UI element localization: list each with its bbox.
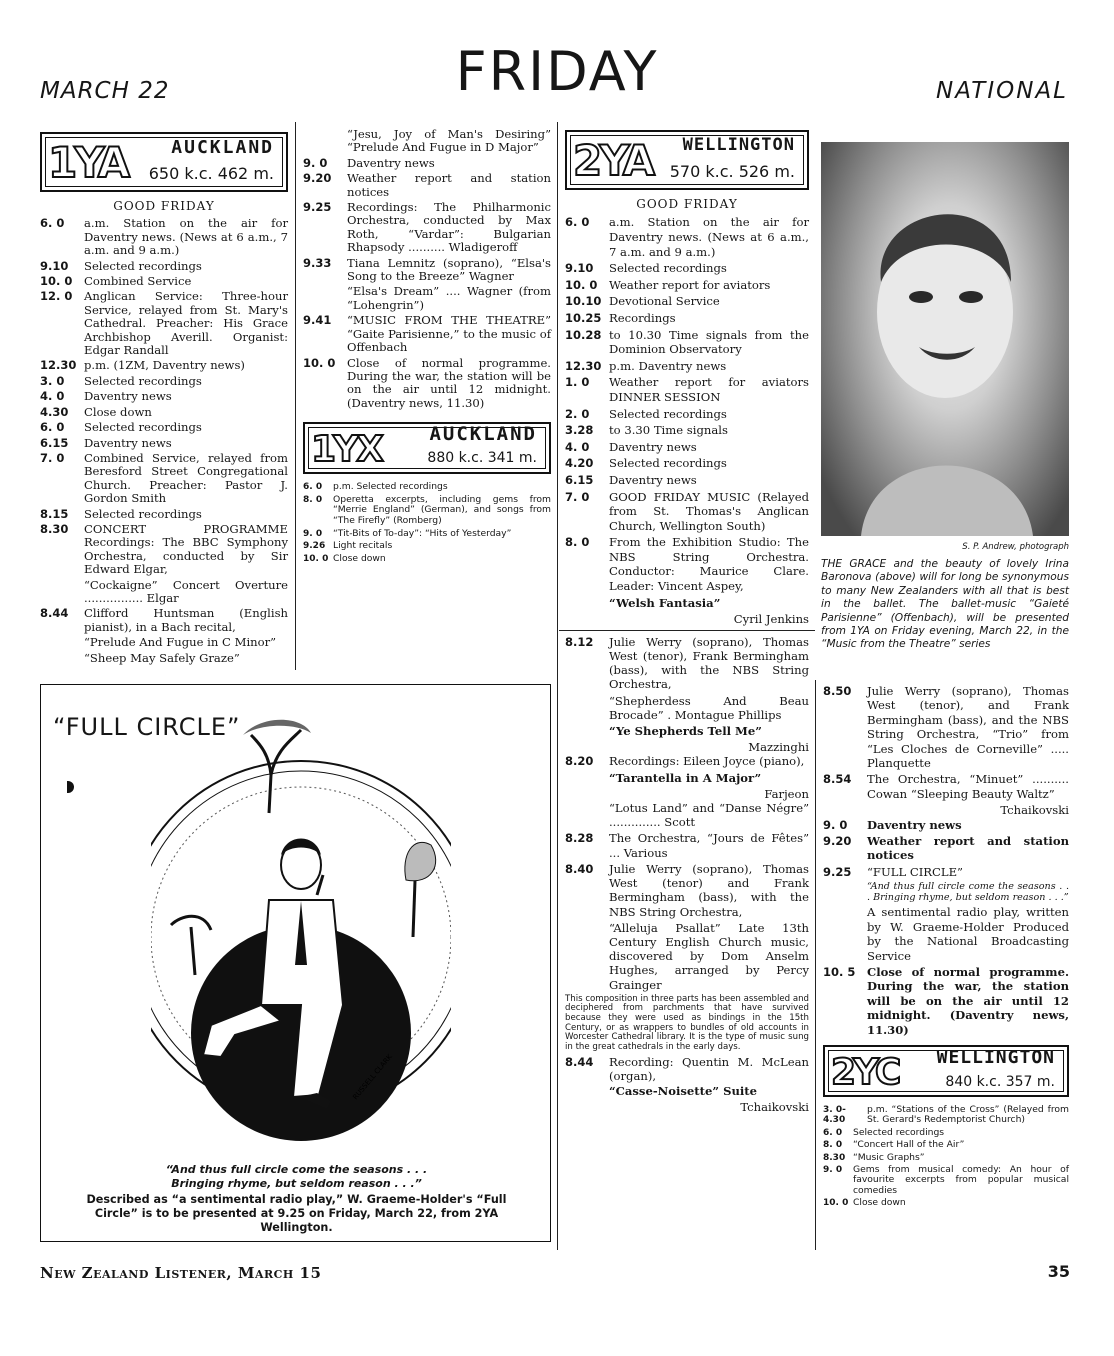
network-label: NATIONAL [936,78,1068,104]
photo-credit: S. P. Andrew, photograph [962,542,1069,552]
program-text: Julie Werry (soprano), Thomas West (tenor) and Frank Bermingham (bass), with the NBS String Orchestra, [609,861,809,919]
program-text: “Tit-Bits of To-day”: “Hits of Yesterday” [333,527,512,539]
program-time: 10. 0 [303,355,336,370]
program-text: Gems from musical comedy: An hour of favourite excerpts from popular musical comedies [853,1163,1069,1196]
program-time: 6. 0 [40,420,65,435]
program-item [303,172,551,199]
publication-footer: New Zealand Listener, March 15 [40,1264,322,1282]
program-quote: “And thus full circle come the seasons . . . Bringing rhyme, but seldom reason . . .” [867,881,1069,904]
program-item [40,523,288,577]
column-rule [557,122,558,1250]
program-piece: “Welsh Fantasia” [609,595,721,610]
program-time: 6.15 [565,472,594,487]
program-item [303,495,551,527]
program-time: 7. 0 [565,489,590,504]
program-text: “Alleluja Psallat” Late 13th Century English Church music, discovered by Dom Anselm Hughes, arranged by Percy Grainger [609,920,809,992]
program-text: Selected recordings [84,373,202,388]
program-item [823,834,1069,863]
program-text: Light recitals [333,540,393,552]
station-2ya-continued [823,684,1069,1211]
program-item [40,217,288,257]
program-time: 8.44 [40,606,69,621]
program-item [823,965,1069,1037]
program-text: Weather report for aviators DINNER SESSION [609,375,809,404]
program-text: Daventry news [347,155,435,170]
program-text: Selected recordings [853,1126,945,1138]
program-time: 3. 0 [40,373,65,388]
program-time: 9. 0 [303,155,328,170]
composer: Tchaikovski [740,1099,809,1114]
program-text: Julie Werry (soprano), Thomas West (tenor), Frank Bermingham (bass), with the NBS String Orchestra, [609,634,809,692]
session-heading: GOOD FRIDAY [636,197,738,211]
program-item [823,865,1069,879]
composer: Mazzinghi [748,740,809,755]
program-item [40,359,288,372]
program-text: A sentimental radio play, written by W. Graeme-Holder Produced by the National Broadcasting Service [867,905,1069,963]
program-text: Combined Service [84,274,192,289]
program-item [565,535,809,593]
program-time: 9.33 [303,255,332,270]
program-item [40,275,288,288]
program-text: Recording: Quentin M. McLean (organ), [609,1055,809,1083]
program-time: 6. 0 [823,1127,843,1138]
program-text: Close down [84,404,152,419]
program-item [565,311,809,326]
program-item [303,482,551,493]
program-time: 3.28 [565,423,594,438]
station-frequency: 650 k.c. 462 m. [148,164,274,183]
program-text: p.m. Selected recordings [333,481,448,493]
program-item [303,201,551,255]
program-time: 10. 5 [823,964,856,979]
program-text: Recordings: Eileen Joyce (piano), [609,754,805,769]
full-circle-illustration-box [40,684,551,1242]
program-item [565,862,809,919]
program-text: Selected recordings [609,406,727,421]
program-item [40,390,288,403]
program-item [565,635,809,692]
program-time: 10.25 [565,310,602,325]
page-day-title: FRIDAY [455,40,659,103]
program-time: 8.30 [40,521,69,536]
station-header-2yc [823,1045,1069,1097]
program-item [565,215,809,259]
program-item [565,473,809,488]
program-item [565,694,809,722]
program-time: 8.30 [823,1152,846,1163]
program-item [303,541,551,552]
program-item [40,375,288,388]
program-time: 10. 0 [40,274,73,289]
program-time: 8. 0 [823,1140,843,1151]
program-text: “Tarantella in A Major” [609,770,762,785]
program-text: p.m. (1ZM, Daventry news) [84,358,245,373]
program-time [565,921,609,992]
station-logo: 2YA [573,136,653,185]
program-time: 10. 0 [565,277,598,292]
program-time [565,771,609,785]
program-time: 6. 0 [40,216,65,231]
photograph-irina-baronova [821,142,1069,536]
program-time: 10.28 [565,327,602,342]
program-time: 10. 0 [303,553,329,564]
program-text: Clifford Huntsman (English pianist), in a Bach recital, [84,606,288,634]
program-text: Daventry news [84,435,172,450]
program-piece: “Prelude And Fugue in C Minor” [84,635,277,650]
program-item [823,772,1069,801]
program-time: 4. 0 [40,389,65,404]
program-item [565,456,809,471]
program-item [40,508,288,521]
program-time: 9.25 [303,200,332,215]
program-text: Julie Werry (soprano), Thomas West (tenor), and Frank Bermingham (bass), and the NBS String Orchestra, “Trio” from “Les Cloches de Corneville” ..... Planquette [867,684,1069,771]
program-time: 9.10 [565,261,594,276]
program-text: Weather report for aviators [609,277,771,292]
station-header-2ya [565,130,809,190]
program-piece: “Sheep May Safely Graze” [84,650,240,665]
composer: Farjeon [764,786,809,801]
program-time [565,694,609,722]
program-text: a.m. Station on the air for Daventry news. (News at 6 a.m., 7 a.m. and 9 a.m.) [609,215,809,259]
program-text: to 3.30 Time signals [609,423,728,438]
program-time: 4. 0 [565,439,590,454]
program-text: p.m. “Stations of the Cross” (Relayed from St. Gerard's Redemptorist Church) [867,1103,1069,1126]
program-text: Close of normal programme. During the war, the station will be on the air until 12 midnight. (Daventry news, 11.30) [347,355,551,410]
program-item [565,407,809,422]
program-time: 6. 0 [303,482,323,493]
program-time: 7. 0 [40,450,65,465]
program-item [565,490,809,534]
station-1ya-continued [303,128,551,566]
station-city: AUCKLAND [429,423,537,446]
program-time: 9. 0 [823,817,848,832]
program-text: “Elsa's Dream” .... Wagner (from “Lohengrin”) [347,284,551,312]
artist-signature: RUSSELL CLARK [351,1052,394,1102]
program-time: 3. 0-4.30 [823,1104,846,1126]
page-date: MARCH 22 [40,78,170,104]
program-time: 8.15 [40,506,69,521]
program-time: 6. 0 [565,215,590,230]
program-item [565,754,809,768]
program-text: Selected recordings [609,261,727,276]
program-time: 8.40 [565,861,594,876]
station-frequency: 840 k.c. 357 m. [945,1073,1055,1090]
station-city: AUCKLAND [171,137,274,158]
program-item [303,529,551,540]
program-item [565,801,809,829]
program-time: 8.44 [565,1055,594,1070]
program-item [565,261,809,276]
program-item [40,290,288,357]
program-time: 9.26 [303,541,326,552]
program-text: “Shepherdess And Beau Brocade” . Montague Phillips [609,693,809,722]
station-header-1yx [303,422,551,474]
program-item [565,278,809,293]
program-item [823,1198,1069,1208]
program-item [565,423,809,438]
program-text: Close down [853,1197,906,1209]
program-time [303,285,347,312]
program-time: 9.20 [303,171,332,186]
program-text: The Orchestra, “Jours de Fêtes” ... Various [609,831,809,860]
program-item [823,684,1069,770]
program-item [823,1165,1069,1196]
program-text: Anglican Service: Three-hour Service, relayed from St. Mary's Cathedral. Preacher: His Grace Archbishop Averill. Organist: Edgar Randall [84,289,288,358]
program-item [40,452,288,506]
program-item [565,294,809,309]
program-time: 9.20 [823,834,852,849]
program-time: 8.12 [565,634,594,649]
station-city: WELLINGTON [682,135,795,155]
program-time: 8. 0 [303,494,323,505]
program-time: 8.50 [823,684,852,698]
column-rule [295,122,296,670]
program-item [303,285,551,312]
program-text: Recordings: The Philharmonic Orchestra, conducted by Max Roth, “Vardar”: Bulgarian Rhapsody .......... Wladigeroff [347,200,551,255]
program-time: 10.10 [565,294,602,309]
program-piece: “Jesu, Joy of Man's Desiring” “Prelude And Fugue in D Major” [347,127,551,155]
column-rule [815,680,816,1250]
program-time: 1. 0 [565,375,590,390]
program-text: From the Exhibition Studio: The NBS String Orchestra. Conductor: Maurice Clare. Leader: Vincent Aspey, [609,535,809,594]
program-text: Daventry news [84,389,172,404]
station-frequency: 570 k.c. 526 m. [669,162,795,181]
program-item [40,260,288,273]
program-item [303,314,551,354]
program-text: Combined Service, relayed from Beresford Street Congregational Church. Preacher: Pastor J. Gordon Smith [84,450,288,506]
program-time: 12. 0 [40,289,73,304]
page-number: 35 [1047,1262,1070,1281]
program-text: “Ye Shepherds Tell Me” [609,724,762,739]
program-time: 9.10 [40,258,69,273]
full-circle-illustration [151,705,451,1160]
program-time: 8. 0 [565,535,590,550]
program-time: 9.41 [303,313,332,328]
program-text: CONCERT PROGRAMME Recordings: The BBC Symphony Orchestra, conducted by Sir Edward Elgar, [84,521,288,577]
illustration-title: “FULL CIRCLE” [53,713,241,741]
program-text: Daventry news [609,472,697,487]
composer: Tchaikovski [1000,803,1069,818]
program-item [565,771,809,785]
program-text: Selected recordings [609,456,727,471]
program-time: 9. 0 [303,528,323,539]
program-text: “Lotus Land” and “Danse Négre” .............. Scott [609,801,809,830]
program-item [565,375,809,404]
program-item [303,157,551,170]
program-item [40,406,288,419]
program-time: 6.15 [40,435,69,450]
program-time: 8.54 [823,772,852,787]
program-text: Recordings [609,310,676,325]
program-item [565,724,809,738]
station-2ya [565,130,809,1114]
program-text: Weather report and station notices [867,834,1069,863]
program-time: 10. 0 [823,1198,849,1209]
program-text: Close down [333,552,386,564]
photo-caption: THE GRACE and the beauty of lovely Irina Baronova (above) will for long be synonymous to many New Zealanders with all that is best in the ballet. The ballet-music “Gaieté Parisienne” (Offenbach), will be presented from 1YA on Friday evening, March 22, in the “Music from the Theatre” series [821,558,1069,651]
program-item [40,421,288,434]
illustration-quote-line: Bringing rhyme, but seldom reason . . .” [171,1177,422,1190]
program-text: Devotional Service [609,294,720,309]
session-heading: GOOD FRIDAY [113,199,215,213]
station-frequency: 880 k.c. 341 m. [427,450,537,467]
station-city: WELLINGTON [936,1046,1055,1068]
station-logo: 2YC [831,1051,899,1093]
program-item [40,607,288,634]
program-text: Selected recordings [84,420,202,435]
program-text: Operetta excerpts, including gems from “Merrie England” (German), and songs from “The Firefly” (Romberg) [333,493,551,526]
program-text: a.m. Station on the air for Daventry news. (News at 6 a.m., 7 a.m. and 9 a.m.) [84,216,288,258]
station-logo: 1YA [48,138,128,187]
program-text: p.m. Daventry news [609,358,727,373]
program-time: 8.28 [565,831,594,846]
program-item [565,440,809,455]
program-item [823,1140,1069,1150]
illustration-quote-line: “And thus full circle come the seasons . . . [165,1163,428,1176]
program-item [565,1056,809,1083]
program-item [303,554,551,565]
program-time [565,801,609,829]
program-time: 9. 0 [823,1164,843,1175]
program-item [565,359,809,374]
ornament-icon [67,781,74,793]
program-piece: “Cockaigne” Concert Overture ................ Elgar [84,577,288,605]
program-item [823,818,1069,832]
program-time: 12.30 [40,358,77,373]
program-time: 12.30 [565,358,602,373]
program-text: “Music Graphs” [853,1151,925,1163]
program-text: Daventry news [867,817,962,832]
program-time: 4.20 [565,456,594,471]
program-text: “Concert Hall of the Air” [853,1139,965,1151]
program-text: “FULL CIRCLE” [867,864,963,879]
program-piece: “Casse-Noisette” Suite [609,1084,758,1099]
station-logo: 1YX [311,429,381,471]
program-item [823,1153,1069,1163]
program-item [823,1128,1069,1138]
program-item [303,257,551,284]
program-item [565,921,809,992]
program-text: to 10.30 Time signals from the Dominion Observatory [609,327,809,357]
station-header-1ya [40,132,288,192]
station-1ya [40,132,288,667]
program-text: Tiana Lemnitz (soprano), “Elsa's Song to the Breeze” Wagner [347,255,551,284]
program-note: This composition in three parts has been assembled and deciphered from parchments that have survived because they were used as bindings in the 15th Century, or as wrappers to bundles of old accounts in Worcester Cathedral library. It is the type of music sung in the great cathedrals in the early days. [565,993,809,1052]
program-time [565,724,609,738]
program-text: Daventry news [609,439,697,454]
program-time: 4.30 [40,404,69,419]
program-text: “MUSIC FROM THE THEATRE” “Gaite Parisienne,” to the music of Offenbach [347,313,551,355]
program-text: The Orchestra, “Minuet” .......... Cowan “Sleeping Beauty Waltz” [867,772,1069,801]
program-time: 8.20 [565,754,594,769]
program-item [303,357,551,411]
program-item [565,831,809,859]
program-text: Close of normal programme. During the war, the station will be on the air until 12 midnight. (Daventry news, 11.30) [867,964,1069,1037]
program-text: Selected recordings [84,258,202,273]
program-text: GOOD FRIDAY MUSIC (Relayed from St. Thomas's Anglican Church, Wellington South) [609,489,809,533]
composer: Cyril Jenkins [733,612,809,627]
program-time: 9.25 [823,864,852,879]
program-text: Selected recordings [84,506,202,521]
program-item [823,1105,1069,1126]
program-item [40,437,288,450]
program-text: Weather report and station notices [347,171,551,199]
illustration-caption: Described as “a sentimental radio play,” W. Graeme-Holder's “Full Circle” is to be presented at 9.25 on Friday, March 22, from 2YA Wellington. [86,1193,507,1234]
program-item [565,328,809,357]
program-time: 2. 0 [565,406,590,421]
